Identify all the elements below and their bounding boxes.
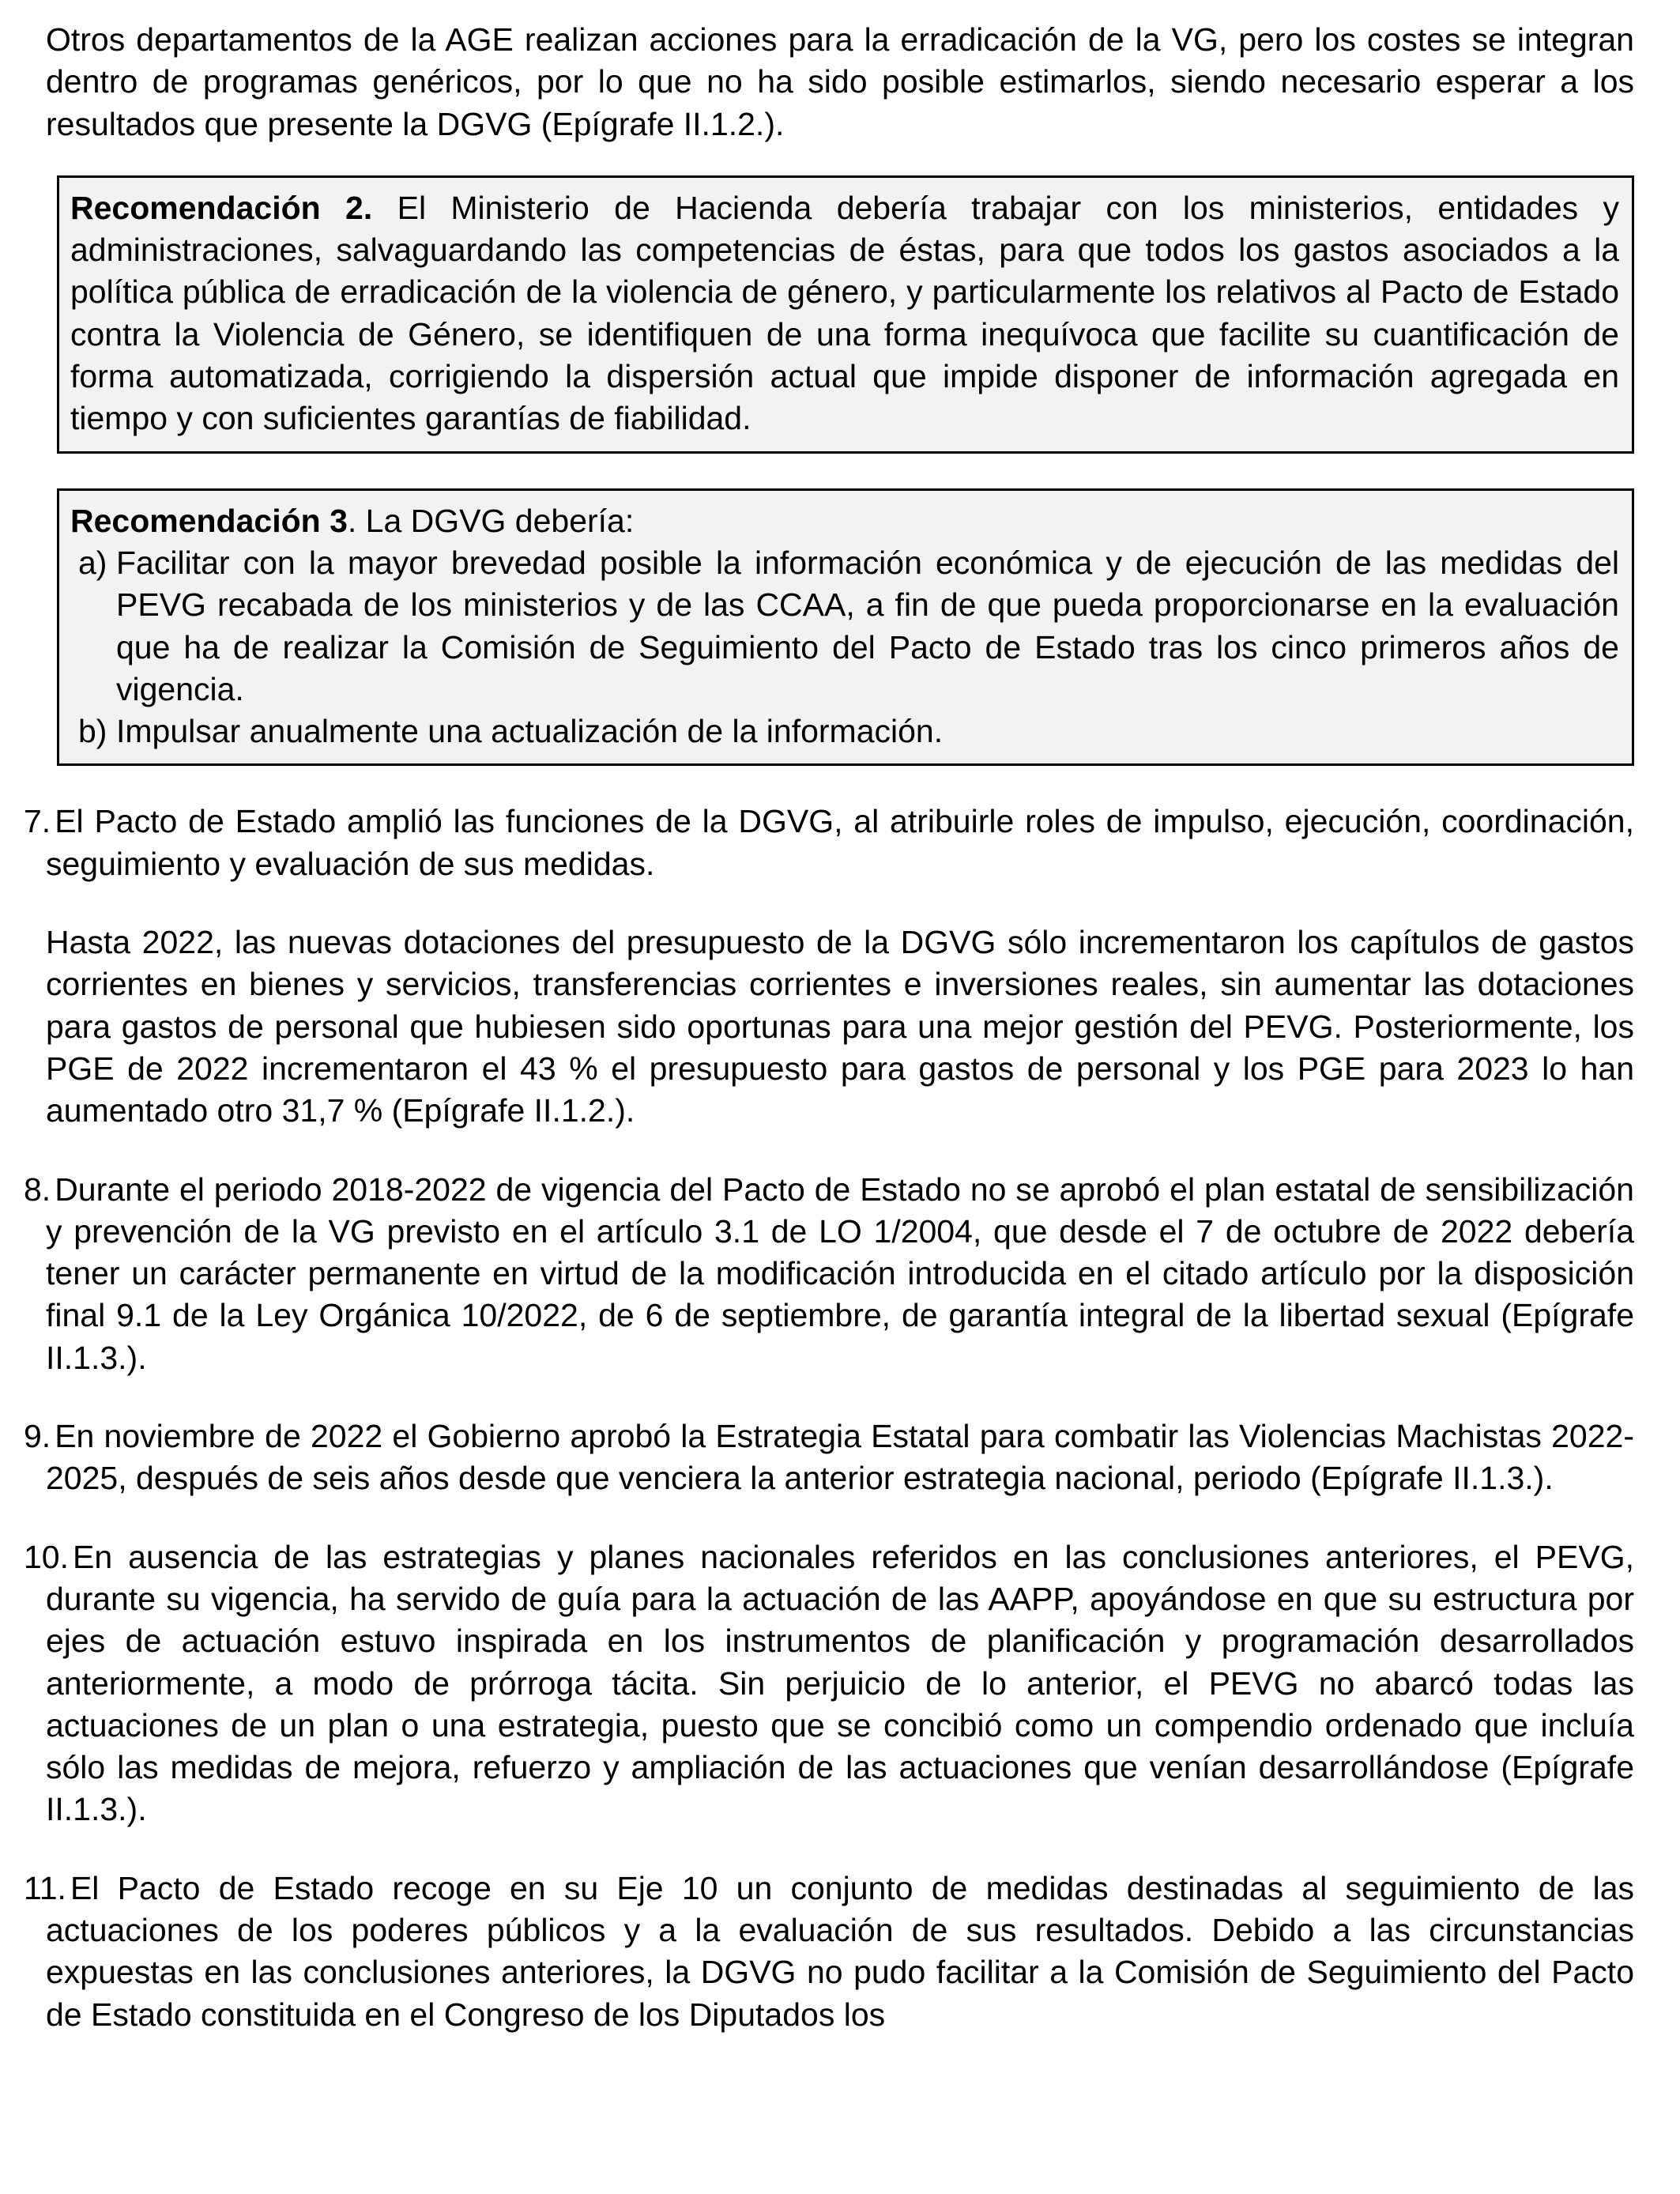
- recommendation-3-title: Recomendación 3: [70, 502, 348, 539]
- recommendation-3-item-b-label: b): [78, 713, 107, 750]
- recommendation-3-item-a: [78, 542, 1619, 711]
- intro-paragraph: Otros departamentos de la AGE realizan acciones para la erradicación de la VG, pero los costes se integran dentro de programas genéricos, por lo que no ha sido posible estimarlos, siendo necesario esperar a los resultados que presente la DGVG (Epígrafe II.1.2.).: [46, 21, 1634, 142]
- conclusion-9-text: En noviembre de 2022 el Gobierno aprobó la Estrategia Estatal para combatir las Violencias Machistas 2022-2025, después de seis años desde que venciera la anterior estrategia nacional, periodo (Epígrafe II.1.3.).: [46, 1418, 1634, 1497]
- conclusion-7-text-1: El Pacto de Estado amplió las funciones de la DGVG, al atribuirle roles de impulso, ejecución, coordinación, seguimiento y evaluación de sus medidas.: [46, 803, 1634, 882]
- conclusion-10-paragraph: [24, 1536, 1634, 1831]
- recommendation-3-item-b: [78, 711, 1619, 752]
- conclusion-item-10: [24, 1536, 1634, 1831]
- conclusion-7-paragraph-1: [24, 801, 1634, 885]
- conclusion-11-text: El Pacto de Estado recoge en su Eje 10 un conjunto de medidas destinadas al seguimiento de las actuaciones de los poderes públicos y a la evaluación de sus resultados. Debido a las circunstancias expuestas en las conclusiones anteriores, la DGVG no pudo facilitar a la Comisión de Seguimiento del Pacto de Estado constituida en el Congreso de los Diputados los: [46, 1869, 1634, 2033]
- recommendation-3-item-b-text: Impulsar anualmente una actualización de la información.: [116, 713, 944, 750]
- recommendation-3-box: [57, 488, 1634, 767]
- recommendation-3-item-a-text: Facilitar con la mayor brevedad posible la información económica y de ejecución de las medidas del PEVG recabada de los ministerios y de las CCAA, a fin de que pueda proporcionarse en la evaluación que ha de realizar la Comisión de Seguimiento del Pacto de Estado tras los cinco primeros años de vigencia.: [116, 544, 1619, 707]
- conclusion-9-number: 9.: [24, 1418, 51, 1455]
- conclusion-8-number: 8.: [24, 1171, 51, 1208]
- conclusion-8-text: Durante el periodo 2018-2022 de vigencia del Pacto de Estado no se aprobó el plan estatal de sensibilización y prevención de la VG previsto en el artículo 3.1 de LO 1/2004, que desde el 7 de octubre de 2022 debería tener un carácter permanente en virtud de la modificación introducida en el citado artículo por la disposición final 9.1 de la Ley Orgánica 10/2022, de 6 de septiembre, de garantía integral de la libertad sexual (Epígrafe II.1.3.).: [46, 1171, 1634, 1376]
- recommendation-3-heading: [70, 500, 1619, 542]
- conclusion-10-text: En ausencia de las estrategias y planes nacionales referidos en las conclusiones anteriores, el PEVG, durante su vigencia, ha servido de guía para la actuación de las AAPP, apoyándose en que su estructura por ejes de actuación estuvo inspirada en los instrumentos de planificación y programación desarrollados anteriormente, a modo de prórroga tácita. Sin perjuicio de lo anterior, el PEVG no abarcó todas las actuaciones de un plan o una estrategia, puesto que se concibió como un compendio ordenado que incluía sólo las medidas de mejora, refuerzo y ampliación de las actuaciones que venían desarrollándose (Epígrafe II.1.3.).: [46, 1538, 1634, 1828]
- conclusion-item-8: [24, 1169, 1634, 1379]
- conclusion-item-11: [24, 1868, 1634, 2036]
- recommendation-3-item-a-label: a): [78, 544, 107, 581]
- recommendation-3-heading-suffix: . La DGVG debería:: [347, 502, 635, 539]
- conclusion-item-9: [24, 1416, 1634, 1500]
- conclusion-11-paragraph: [24, 1868, 1634, 2036]
- recommendation-2-body: El Ministerio de Hacienda debería trabajar con los ministerios, entidades y administraciones, salvaguardando las competencias de éstas, para que todos los gastos asociados a la política pública de erradicación de la violencia de género, y particularmente los relativos al Pacto de Estado contra la Violencia de Género, se identifiquen de una forma inequívoca que facilite su cuantificación de forma automatizada, corrigiendo la dispersión actual que impide disponer de información agregada en tiempo y con suficientes garantías de fiabilidad.: [70, 189, 1619, 437]
- conclusion-7-paragraph-2: Hasta 2022, las nuevas dotaciones del presupuesto de la DGVG sólo incrementaron los capítulos de gastos corrientes en bienes y servicios, transferencias corrientes e inversiones reales, sin aumentar las dotaciones para gastos de personal que hubiesen sido oportunas para una mejor gestión del PEVG. Posteriormente, los PGE de 2022 incrementaron el 43 % el presupuesto para gastos de personal y los PGE para 2023 lo han aumentado otro 31,7 % (Epígrafe II.1.2.).: [46, 924, 1634, 1129]
- recommendation-2-title: Recomendación 2.: [70, 189, 373, 226]
- conclusion-11-number: 11.: [24, 1869, 66, 1906]
- conclusion-7-number: 7.: [24, 803, 51, 840]
- recommendation-2-box: [57, 175, 1634, 454]
- recommendation-2-paragraph: [70, 187, 1619, 440]
- conclusion-10-number: 10.: [24, 1538, 69, 1575]
- conclusion-item-7: [24, 801, 1634, 1132]
- conclusion-8-paragraph: [24, 1169, 1634, 1379]
- conclusion-9-paragraph: [24, 1416, 1634, 1500]
